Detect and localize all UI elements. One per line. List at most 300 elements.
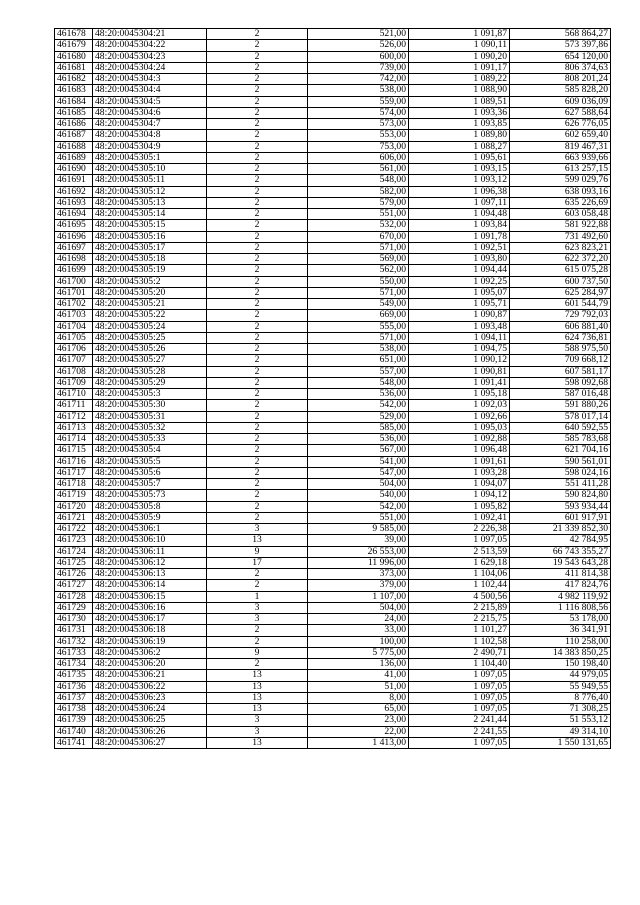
specific-value-cell: 1 096,38 (409, 186, 510, 197)
row-number-cell: 461714 (55, 434, 93, 445)
cadastral-number-cell: 48:20:0045305:3 (93, 389, 207, 400)
group-code-cell: 2 (207, 389, 308, 400)
cadastral-value-cell: 587 016,48 (510, 389, 611, 400)
area-cell: 567,00 (308, 445, 409, 456)
table-row (55, 602, 611, 613)
table-row (55, 389, 611, 400)
table-body (55, 29, 611, 749)
table-row (55, 422, 611, 433)
row-number-cell: 461680 (55, 51, 93, 62)
table-row (55, 456, 611, 467)
cadastral-value-cell: 578 017,14 (510, 411, 611, 422)
area-cell: 379,00 (308, 580, 409, 591)
specific-value-cell: 1 094,48 (409, 209, 510, 220)
row-number-cell: 461681 (55, 62, 93, 73)
area-cell: 532,00 (308, 220, 409, 231)
cadastral-value-cell: 819 467,31 (510, 141, 611, 152)
cadastral-number-cell: 48:20:0045305:19 (93, 265, 207, 276)
area-cell: 548,00 (308, 377, 409, 388)
table-row (55, 130, 611, 141)
specific-value-cell: 1 091,61 (409, 456, 510, 467)
cadastral-number-cell: 48:20:0045305:17 (93, 242, 207, 253)
cadastral-number-cell: 48:20:0045305:2 (93, 276, 207, 287)
group-code-cell: 3 (207, 726, 308, 737)
group-code-cell: 2 (207, 445, 308, 456)
table-row (55, 141, 611, 152)
specific-value-cell: 1 093,36 (409, 107, 510, 118)
group-code-cell: 2 (207, 344, 308, 355)
area-cell: 555,00 (308, 321, 409, 332)
cadastral-value-cell: 709 668,12 (510, 355, 611, 366)
specific-value-cell: 1 093,48 (409, 321, 510, 332)
specific-value-cell: 2 490,71 (409, 647, 510, 658)
specific-value-cell: 1 097,05 (409, 535, 510, 546)
cadastral-number-cell: 48:20:0045305:14 (93, 209, 207, 220)
area-cell: 526,00 (308, 40, 409, 51)
area-cell: 573,00 (308, 119, 409, 130)
table-row (55, 715, 611, 726)
specific-value-cell: 1 092,66 (409, 411, 510, 422)
cadastral-value-table (54, 28, 611, 749)
specific-value-cell: 1 093,15 (409, 164, 510, 175)
row-number-cell: 461679 (55, 40, 93, 51)
row-number-cell: 461731 (55, 625, 93, 636)
group-code-cell: 2 (207, 152, 308, 163)
cadastral-value-cell: 654 120,00 (510, 51, 611, 62)
cadastral-number-cell: 48:20:0045304:3 (93, 74, 207, 85)
area-cell: 41,00 (308, 670, 409, 681)
row-number-cell: 461736 (55, 681, 93, 692)
area-cell: 739,00 (308, 62, 409, 73)
cadastral-value-cell: 1 550 131,65 (510, 737, 611, 748)
cadastral-number-cell: 48:20:0045305:5 (93, 456, 207, 467)
table-row (55, 479, 611, 490)
table-row (55, 299, 611, 310)
area-cell: 541,00 (308, 456, 409, 467)
group-code-cell: 2 (207, 254, 308, 265)
row-number-cell: 461718 (55, 479, 93, 490)
table-row (55, 220, 611, 231)
specific-value-cell: 1 094,11 (409, 332, 510, 343)
table-row (55, 29, 611, 40)
row-number-cell: 461698 (55, 254, 93, 265)
cadastral-number-cell: 48:20:0045305:15 (93, 220, 207, 231)
row-number-cell: 461692 (55, 186, 93, 197)
area-cell: 651,00 (308, 355, 409, 366)
specific-value-cell: 1 093,28 (409, 467, 510, 478)
row-number-cell: 461685 (55, 107, 93, 118)
cadastral-number-cell: 48:20:0045304:21 (93, 29, 207, 40)
cadastral-value-cell: 585 783,68 (510, 434, 611, 445)
group-code-cell: 2 (207, 209, 308, 220)
cadastral-value-cell: 626 776,05 (510, 119, 611, 130)
area-cell: 562,00 (308, 265, 409, 276)
specific-value-cell: 1 089,51 (409, 96, 510, 107)
specific-value-cell: 2 226,38 (409, 524, 510, 535)
cadastral-value-cell: 598 024,16 (510, 467, 611, 478)
cadastral-number-cell: 48:20:0045304:22 (93, 40, 207, 51)
cadastral-number-cell: 48:20:0045305:4 (93, 445, 207, 456)
cadastral-number-cell: 48:20:0045306:26 (93, 726, 207, 737)
table-row (55, 591, 611, 602)
cadastral-value-cell: 55 949,55 (510, 681, 611, 692)
cadastral-number-cell: 48:20:0045305:12 (93, 186, 207, 197)
row-number-cell: 461696 (55, 231, 93, 242)
cadastral-value-cell: 602 659,40 (510, 130, 611, 141)
group-code-cell: 2 (207, 62, 308, 73)
group-code-cell: 2 (207, 625, 308, 636)
cadastral-number-cell: 48:20:0045304:24 (93, 62, 207, 73)
row-number-cell: 461690 (55, 164, 93, 175)
table-row (55, 647, 611, 658)
cadastral-number-cell: 48:20:0045305:21 (93, 299, 207, 310)
cadastral-number-cell: 48:20:0045306:24 (93, 704, 207, 715)
cadastral-number-cell: 48:20:0045305:6 (93, 467, 207, 478)
table-row (55, 175, 611, 186)
group-code-cell: 2 (207, 422, 308, 433)
table-row (55, 501, 611, 512)
row-number-cell: 461733 (55, 647, 93, 658)
group-code-cell: 13 (207, 692, 308, 703)
specific-value-cell: 1 092,88 (409, 434, 510, 445)
group-code-cell: 2 (207, 29, 308, 40)
table-row (55, 524, 611, 535)
row-number-cell: 461725 (55, 557, 93, 568)
area-cell: 8,00 (308, 692, 409, 703)
specific-value-cell: 1 090,11 (409, 40, 510, 51)
area-cell: 571,00 (308, 242, 409, 253)
row-number-cell: 461728 (55, 591, 93, 602)
cadastral-value-cell: 621 704,16 (510, 445, 611, 456)
specific-value-cell: 1 102,58 (409, 636, 510, 647)
table-row (55, 659, 611, 670)
specific-value-cell: 1 094,12 (409, 490, 510, 501)
table-row (55, 265, 611, 276)
specific-value-cell: 1 090,12 (409, 355, 510, 366)
row-number-cell: 461738 (55, 704, 93, 715)
table-row (55, 74, 611, 85)
area-cell: 26 553,00 (308, 546, 409, 557)
group-code-cell: 2 (207, 175, 308, 186)
group-code-cell: 2 (207, 141, 308, 152)
group-code-cell: 2 (207, 377, 308, 388)
group-code-cell: 1 (207, 591, 308, 602)
cadastral-value-cell: 593 934,44 (510, 501, 611, 512)
specific-value-cell: 1 102,44 (409, 580, 510, 591)
row-number-cell: 461737 (55, 692, 93, 703)
cadastral-value-cell: 808 201,24 (510, 74, 611, 85)
specific-value-cell: 1 097,11 (409, 197, 510, 208)
cadastral-number-cell: 48:20:0045306:23 (93, 692, 207, 703)
cadastral-value-cell: 601 544,79 (510, 299, 611, 310)
group-code-cell: 2 (207, 220, 308, 231)
cadastral-value-cell: 598 092,68 (510, 377, 611, 388)
cadastral-value-cell: 806 374,63 (510, 62, 611, 73)
cadastral-number-cell: 48:20:0045304:4 (93, 85, 207, 96)
specific-value-cell: 1 097,05 (409, 737, 510, 748)
cadastral-number-cell: 48:20:0045304:9 (93, 141, 207, 152)
table-row (55, 164, 611, 175)
area-cell: 542,00 (308, 400, 409, 411)
specific-value-cell: 1 091,78 (409, 231, 510, 242)
cadastral-number-cell: 48:20:0045306:10 (93, 535, 207, 546)
specific-value-cell: 1 097,05 (409, 670, 510, 681)
cadastral-number-cell: 48:20:0045304:23 (93, 51, 207, 62)
table-row (55, 704, 611, 715)
area-cell: 5 775,00 (308, 647, 409, 658)
group-code-cell: 13 (207, 681, 308, 692)
table-row (55, 400, 611, 411)
area-cell: 1 107,00 (308, 591, 409, 602)
table-row (55, 434, 611, 445)
row-number-cell: 461693 (55, 197, 93, 208)
specific-value-cell: 1 089,22 (409, 74, 510, 85)
cadastral-value-cell: 51 553,12 (510, 715, 611, 726)
specific-value-cell: 1 094,75 (409, 344, 510, 355)
group-code-cell: 2 (207, 310, 308, 321)
table-row (55, 670, 611, 681)
row-number-cell: 461723 (55, 535, 93, 546)
row-number-cell: 461735 (55, 670, 93, 681)
cadastral-value-cell: 624 736,81 (510, 332, 611, 343)
table-row (55, 332, 611, 343)
cadastral-value-cell: 609 036,09 (510, 96, 611, 107)
area-cell: 521,00 (308, 29, 409, 40)
group-code-cell: 2 (207, 512, 308, 523)
cadastral-value-cell: 551 411,28 (510, 479, 611, 490)
specific-value-cell: 1 090,20 (409, 51, 510, 62)
table-row (55, 580, 611, 591)
row-number-cell: 461739 (55, 715, 93, 726)
cadastral-value-cell: 622 372,20 (510, 254, 611, 265)
area-cell: 65,00 (308, 704, 409, 715)
table-row (55, 40, 611, 51)
cadastral-value-cell: 71 308,25 (510, 704, 611, 715)
specific-value-cell: 1 093,85 (409, 119, 510, 130)
table-row (55, 445, 611, 456)
cadastral-number-cell: 48:20:0045305:30 (93, 400, 207, 411)
group-code-cell: 2 (207, 434, 308, 445)
specific-value-cell: 1 093,12 (409, 175, 510, 186)
cadastral-number-cell: 48:20:0045306:15 (93, 591, 207, 602)
row-number-cell: 461721 (55, 512, 93, 523)
row-number-cell: 461716 (55, 456, 93, 467)
cadastral-value-cell: 44 979,05 (510, 670, 611, 681)
table-row (55, 535, 611, 546)
table-row (55, 467, 611, 478)
area-cell: 22,00 (308, 726, 409, 737)
group-code-cell: 3 (207, 524, 308, 535)
cadastral-value-cell: 585 828,20 (510, 85, 611, 96)
area-cell: 571,00 (308, 287, 409, 298)
cadastral-number-cell: 48:20:0045305:1 (93, 152, 207, 163)
specific-value-cell: 1 101,27 (409, 625, 510, 636)
area-cell: 600,00 (308, 51, 409, 62)
row-number-cell: 461701 (55, 287, 93, 298)
area-cell: 585,00 (308, 422, 409, 433)
area-cell: 548,00 (308, 175, 409, 186)
table-row (55, 681, 611, 692)
specific-value-cell: 1 094,07 (409, 479, 510, 490)
specific-value-cell: 1 091,87 (409, 29, 510, 40)
group-code-cell: 2 (207, 287, 308, 298)
cadastral-number-cell: 48:20:0045305:33 (93, 434, 207, 445)
cadastral-value-cell: 588 975,50 (510, 344, 611, 355)
table-row (55, 636, 611, 647)
specific-value-cell: 1 092,25 (409, 276, 510, 287)
cadastral-number-cell: 48:20:0045306:17 (93, 614, 207, 625)
area-cell: 547,00 (308, 467, 409, 478)
specific-value-cell: 1 088,90 (409, 85, 510, 96)
table-row (55, 569, 611, 580)
group-code-cell: 9 (207, 546, 308, 557)
area-cell: 529,00 (308, 411, 409, 422)
group-code-cell: 2 (207, 332, 308, 343)
cadastral-number-cell: 48:20:0045304:6 (93, 107, 207, 118)
area-cell: 551,00 (308, 209, 409, 220)
table-row (55, 276, 611, 287)
table-row (55, 186, 611, 197)
cadastral-number-cell: 48:20:0045306:27 (93, 737, 207, 748)
cadastral-number-cell: 48:20:0045306:25 (93, 715, 207, 726)
row-number-cell: 461715 (55, 445, 93, 456)
row-number-cell: 461700 (55, 276, 93, 287)
cadastral-number-cell: 48:20:0045306:11 (93, 546, 207, 557)
area-cell: 373,00 (308, 569, 409, 580)
area-cell: 11 996,00 (308, 557, 409, 568)
row-number-cell: 461703 (55, 310, 93, 321)
group-code-cell: 2 (207, 501, 308, 512)
row-number-cell: 461722 (55, 524, 93, 535)
area-cell: 571,00 (308, 332, 409, 343)
area-cell: 557,00 (308, 366, 409, 377)
cadastral-number-cell: 48:20:0045305:9 (93, 512, 207, 523)
group-code-cell: 2 (207, 96, 308, 107)
specific-value-cell: 1 090,87 (409, 310, 510, 321)
row-number-cell: 461719 (55, 490, 93, 501)
area-cell: 670,00 (308, 231, 409, 242)
cadastral-number-cell: 48:20:0045305:25 (93, 332, 207, 343)
row-number-cell: 461707 (55, 355, 93, 366)
table-row (55, 242, 611, 253)
row-number-cell: 461724 (55, 546, 93, 557)
area-cell: 553,00 (308, 130, 409, 141)
cadastral-number-cell: 48:20:0045305:27 (93, 355, 207, 366)
cadastral-value-cell: 573 397,86 (510, 40, 611, 51)
row-number-cell: 461678 (55, 29, 93, 40)
cadastral-value-cell: 729 792,03 (510, 310, 611, 321)
row-number-cell: 461727 (55, 580, 93, 591)
cadastral-value-cell: 150 198,40 (510, 659, 611, 670)
group-code-cell: 2 (207, 107, 308, 118)
table-row (55, 287, 611, 298)
specific-value-cell: 1 095,61 (409, 152, 510, 163)
table-row (55, 512, 611, 523)
table-row (55, 62, 611, 73)
cadastral-value-cell: 53 178,00 (510, 614, 611, 625)
area-cell: 551,00 (308, 512, 409, 523)
specific-value-cell: 1 095,18 (409, 389, 510, 400)
table-row (55, 254, 611, 265)
specific-value-cell: 2 241,44 (409, 715, 510, 726)
row-number-cell: 461711 (55, 400, 93, 411)
row-number-cell: 461708 (55, 366, 93, 377)
cadastral-value-cell: 600 737,50 (510, 276, 611, 287)
area-cell: 550,00 (308, 276, 409, 287)
area-cell: 23,00 (308, 715, 409, 726)
table-row (55, 107, 611, 118)
area-cell: 100,00 (308, 636, 409, 647)
row-number-cell: 461686 (55, 119, 93, 130)
area-cell: 753,00 (308, 141, 409, 152)
group-code-cell: 2 (207, 456, 308, 467)
cadastral-number-cell: 48:20:0045305:29 (93, 377, 207, 388)
cadastral-number-cell: 48:20:0045305:10 (93, 164, 207, 175)
group-code-cell: 2 (207, 569, 308, 580)
table-row (55, 152, 611, 163)
row-number-cell: 461682 (55, 74, 93, 85)
cadastral-value-cell: 640 592,55 (510, 422, 611, 433)
row-number-cell: 461734 (55, 659, 93, 670)
group-code-cell: 2 (207, 636, 308, 647)
cadastral-value-cell: 1 116 808,56 (510, 602, 611, 613)
specific-value-cell: 1 091,41 (409, 377, 510, 388)
cadastral-number-cell: 48:20:0045306:22 (93, 681, 207, 692)
cadastral-number-cell: 48:20:0045306:16 (93, 602, 207, 613)
cadastral-value-cell: 581 922,88 (510, 220, 611, 231)
cadastral-number-cell: 48:20:0045304:8 (93, 130, 207, 141)
area-cell: 504,00 (308, 479, 409, 490)
area-cell: 33,00 (308, 625, 409, 636)
row-number-cell: 461717 (55, 467, 93, 478)
group-code-cell: 2 (207, 186, 308, 197)
cadastral-value-cell: 627 588,64 (510, 107, 611, 118)
group-code-cell: 2 (207, 74, 308, 85)
row-number-cell: 461699 (55, 265, 93, 276)
table-row (55, 197, 611, 208)
group-code-cell: 2 (207, 276, 308, 287)
cadastral-value-cell: 110 258,00 (510, 636, 611, 647)
group-code-cell: 2 (207, 490, 308, 501)
cadastral-value-cell: 663 939,66 (510, 152, 611, 163)
row-number-cell: 461683 (55, 85, 93, 96)
table-row (55, 344, 611, 355)
group-code-cell: 2 (207, 130, 308, 141)
table-row (55, 310, 611, 321)
specific-value-cell: 2 215,75 (409, 614, 510, 625)
table-row (55, 377, 611, 388)
cadastral-number-cell: 48:20:0045305:8 (93, 501, 207, 512)
cadastral-value-cell: 603 058,48 (510, 209, 611, 220)
group-code-cell: 2 (207, 231, 308, 242)
group-code-cell: 9 (207, 647, 308, 658)
area-cell: 538,00 (308, 85, 409, 96)
row-number-cell: 461702 (55, 299, 93, 310)
area-cell: 569,00 (308, 254, 409, 265)
cadastral-value-cell: 19 543 643,28 (510, 557, 611, 568)
group-code-cell: 3 (207, 602, 308, 613)
group-code-cell: 2 (207, 242, 308, 253)
area-cell: 504,00 (308, 602, 409, 613)
group-code-cell: 2 (207, 40, 308, 51)
group-code-cell: 2 (207, 119, 308, 130)
area-cell: 39,00 (308, 535, 409, 546)
row-number-cell: 461740 (55, 726, 93, 737)
specific-value-cell: 1 092,41 (409, 512, 510, 523)
cadastral-value-cell: 625 284,97 (510, 287, 611, 298)
cadastral-number-cell: 48:20:0045306:12 (93, 557, 207, 568)
row-number-cell: 461713 (55, 422, 93, 433)
